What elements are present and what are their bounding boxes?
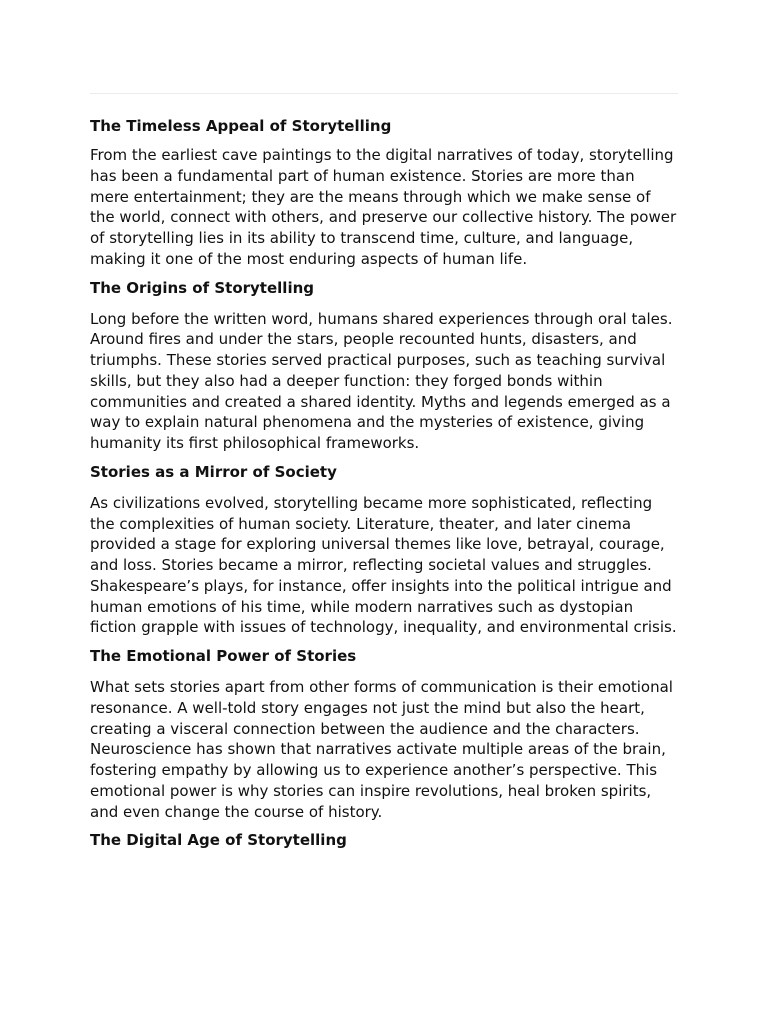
header-divider	[90, 93, 678, 94]
section-origins	[90, 278, 678, 454]
section-heading: The Digital Age of Storytelling	[90, 831, 347, 850]
section-heading: The Origins of Storytelling	[90, 278, 314, 297]
section-timeless-appeal	[90, 116, 678, 270]
section-emotional-power	[90, 646, 678, 822]
section-paragraph: As civilizations evolved, storytelling became more sophisticated, reflecting the complexities of human society. Literature, theater, and later cinema provided a stage for exploring universal themes like love, betrayal, courage, and loss. Stories became a mirror, reflecting societal values and struggles. Shakespeare’s plays, for instance, offer insights into the political intrigue and human emotions of his time, while modern narratives such as dystopian fiction grapple with issues of technology, inequality, and environmental crisis.	[90, 493, 677, 637]
document-page	[90, 93, 678, 861]
section-heading: Stories as a Mirror of Society	[90, 462, 337, 481]
section-heading: The Timeless Appeal of Storytelling	[90, 117, 392, 135]
section-paragraph: Long before the written word, humans shared experiences through oral tales. Around fires and under the stars, people recounted hunts, disasters, and triumphs. These stories served practical purposes, such as teaching survival skills, but they also had a deeper function: they forged bonds within communities and created a shared identity. Myths and legends emerged as a way to explain natural phenomena and the mysteries of existence, giving humanity its first philosophical frameworks.	[90, 309, 673, 452]
section-heading: The Emotional Power of Stories	[90, 647, 357, 665]
section-mirror-of-society	[90, 462, 678, 638]
section-digital-age	[90, 830, 678, 850]
section-paragraph: From the earliest cave paintings to the digital narratives of today, storytelling has been a fundamental part of human existence. Stories are more than mere entertainment; they are the means through which we make sense of the world, connect with others, and preserve our collective history. The power of storytelling lies in its ability to transcend time, culture, and language, making it one of the most enduring aspects of human life.	[90, 146, 677, 268]
section-paragraph: What sets stories apart from other forms of communication is their emotional resonance. A well-told story engages not just the mind but also the heart, creating a visceral connection between the audience and the characters. Neuroscience has shown that narratives activate multiple areas of the brain, fostering empathy by allowing us to experience another’s perspective. This emotional power is why stories can inspire revolutions, heal broken spirits, and even change the course of history.	[90, 678, 673, 821]
